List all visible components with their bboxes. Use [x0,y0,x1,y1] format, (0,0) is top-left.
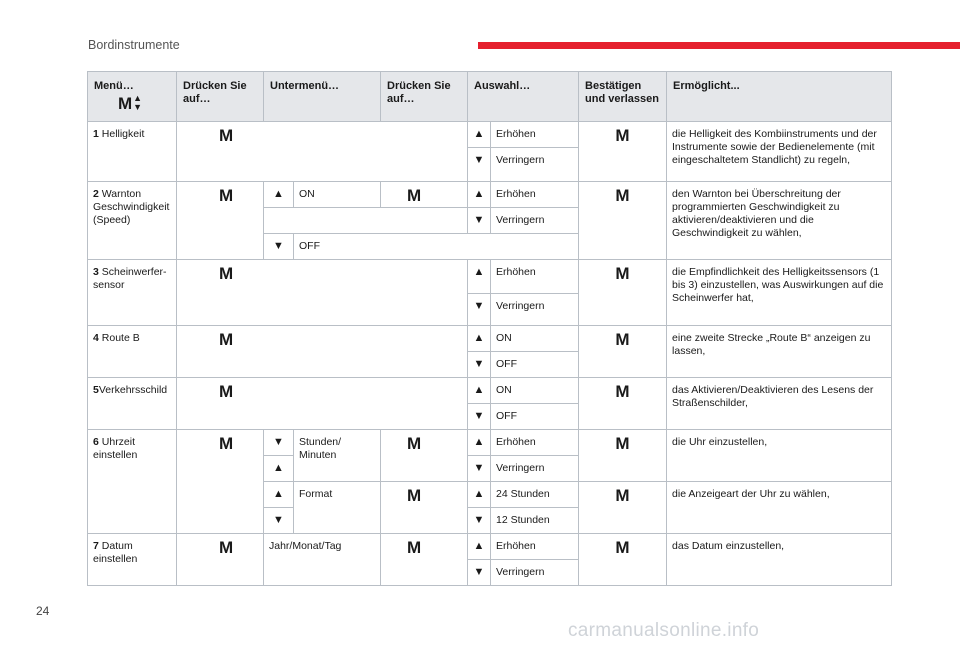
m-button-icon: M [219,185,234,205]
submenu-option: Format [294,481,381,533]
m-button-icon: M [219,433,234,453]
selection-option: ON [491,377,579,403]
description-cell: den Warnton bei Überschreitung der programmierten Geschwindigkeit zu aktivieren/deaktivieren und die Geschwindigkeit zu wählen, [667,181,892,259]
down-arrow-icon: ▼ [468,293,491,325]
down-arrow-icon: ▼ [468,403,491,429]
header-press-2: Drücken Sie auf… [381,72,468,122]
up-arrow-icon: ▲ [264,481,294,507]
table-row [88,377,892,403]
selection-option: ON [491,325,579,351]
up-arrow-icon: ▲ [468,481,491,507]
down-arrow-icon: ▼ [468,507,491,533]
down-arrow-icon: ▼ [264,233,294,259]
description-cell: das Aktivieren/Deaktivieren des Lesens der Straßenschilder, [667,377,892,429]
down-arrow-icon: ▼ [468,207,491,233]
down-arrow-icon: ▼ [264,429,294,455]
selection-option: Erhöhen [491,181,579,207]
m-button-icon: M [219,329,234,349]
down-arrow-icon: ▼ [468,455,491,481]
m-button-icon: M [407,485,422,505]
selection-option: Erhöhen [491,259,579,293]
m-button-icon: M [219,263,234,283]
up-arrow-icon: ▲ [468,121,491,147]
submenu-option: OFF [294,233,579,259]
header-selection: Auswahl… [468,72,579,122]
up-arrow-icon: ▲ [468,181,491,207]
selection-option: OFF [491,351,579,377]
m-button-icon: M [615,329,630,349]
menu-cell: 6 Uhrzeit einstellen [88,429,177,533]
menu-cell: 1 Helligkeit [88,121,177,181]
menu-cell: 7 Datum einstellen [88,533,177,585]
selection-option: 24 Stunden [491,481,579,507]
table-row [88,325,892,351]
up-arrow-icon: ▲ [468,325,491,351]
up-arrow-icon: ▲ [264,455,294,481]
m-button-icon: M [615,381,630,401]
m-updown-icon: M ▲ ▼ [118,93,143,113]
selection-option: OFF [491,403,579,429]
header-accent-bar [478,42,960,49]
down-arrow-icon: ▼ [468,147,491,181]
m-button-icon: M [615,125,630,145]
selection-option: Verringern [491,147,579,181]
selection-option: Erhöhen [491,429,579,455]
selection-option: Erhöhen [491,533,579,559]
selection-option: 12 Stunden [491,507,579,533]
header-confirm: Bestätigen und verlassen [579,72,667,122]
submenu-option: ON [294,181,381,207]
selection-option: Verringern [491,559,579,585]
down-arrow-icon: ▼ [468,559,491,585]
submenu-option: Jahr/Monat/Tag [264,533,381,585]
description-cell: das Datum einzustellen, [667,533,892,585]
section-title: Bordinstrumente [88,38,180,52]
m-button-icon: M [615,485,630,505]
up-arrow-icon: ▲ [468,259,491,293]
m-button-icon: M [615,263,630,283]
m-button-icon: M [219,537,234,557]
menu-cell: 5Verkehrsschild [88,377,177,429]
up-arrow-icon: ▲ [468,377,491,403]
m-button-icon: M [407,433,422,453]
menu-cell: 3 Scheinwerfer-sensor [88,259,177,325]
m-button-icon: M [615,433,630,453]
watermark: carmanualsonline.info [568,620,760,641]
down-arrow-icon: ▼ [264,507,294,533]
m-button-icon: M [219,125,234,145]
table-row [88,181,892,207]
m-button-icon: M [219,381,234,401]
description-cell: die Uhr einzustellen, [667,429,892,481]
menu-cell: 4 Route B [88,325,177,377]
description-cell: die Empfindlichkeit des Helligkeitssensors (1 bis 3) einzustellen, was Auswirkungen auf die Scheinwerfer hat, [667,259,892,325]
submenu-option: Stunden/ Minuten [294,429,381,481]
selection-option: Verringern [491,293,579,325]
m-button-icon: M [615,537,630,557]
up-arrow-icon: ▲ [264,181,294,207]
table-row [88,259,892,293]
menu-table [87,71,892,586]
m-button-icon: M [407,537,422,557]
header-press-1: Drücken Sie auf… [177,72,264,122]
header-menu: Menü… M ▲ ▼ [88,72,177,122]
selection-option: Verringern [491,455,579,481]
table-row [88,533,892,559]
m-button-icon: M [407,185,422,205]
down-arrow-icon: ▼ [468,351,491,377]
selection-option: Verringern [491,207,579,233]
selection-option: Erhöhen [491,121,579,147]
table-row [88,121,892,147]
header-submenu: Untermenü… [264,72,381,122]
description-cell: eine zweite Strecke „Route B“ anzeigen zu lassen, [667,325,892,377]
table-header-row [88,72,892,122]
up-arrow-icon: ▲ [468,429,491,455]
table-row [88,429,892,455]
page-number: 24 [36,604,50,618]
description-cell: die Helligkeit des Kombiinstruments und der Instrumente sowie der Bedienelemente (mit eingeschaltetem Standlicht) zu regeln, [667,121,892,181]
description-cell: die Anzeigeart der Uhr zu wählen, [667,481,892,533]
up-arrow-icon: ▲ [468,533,491,559]
header-enables: Ermöglicht... [667,72,892,122]
m-button-icon: M [615,185,630,205]
menu-cell: 2 Warnton Geschwindigkeit (Speed) [88,181,177,259]
